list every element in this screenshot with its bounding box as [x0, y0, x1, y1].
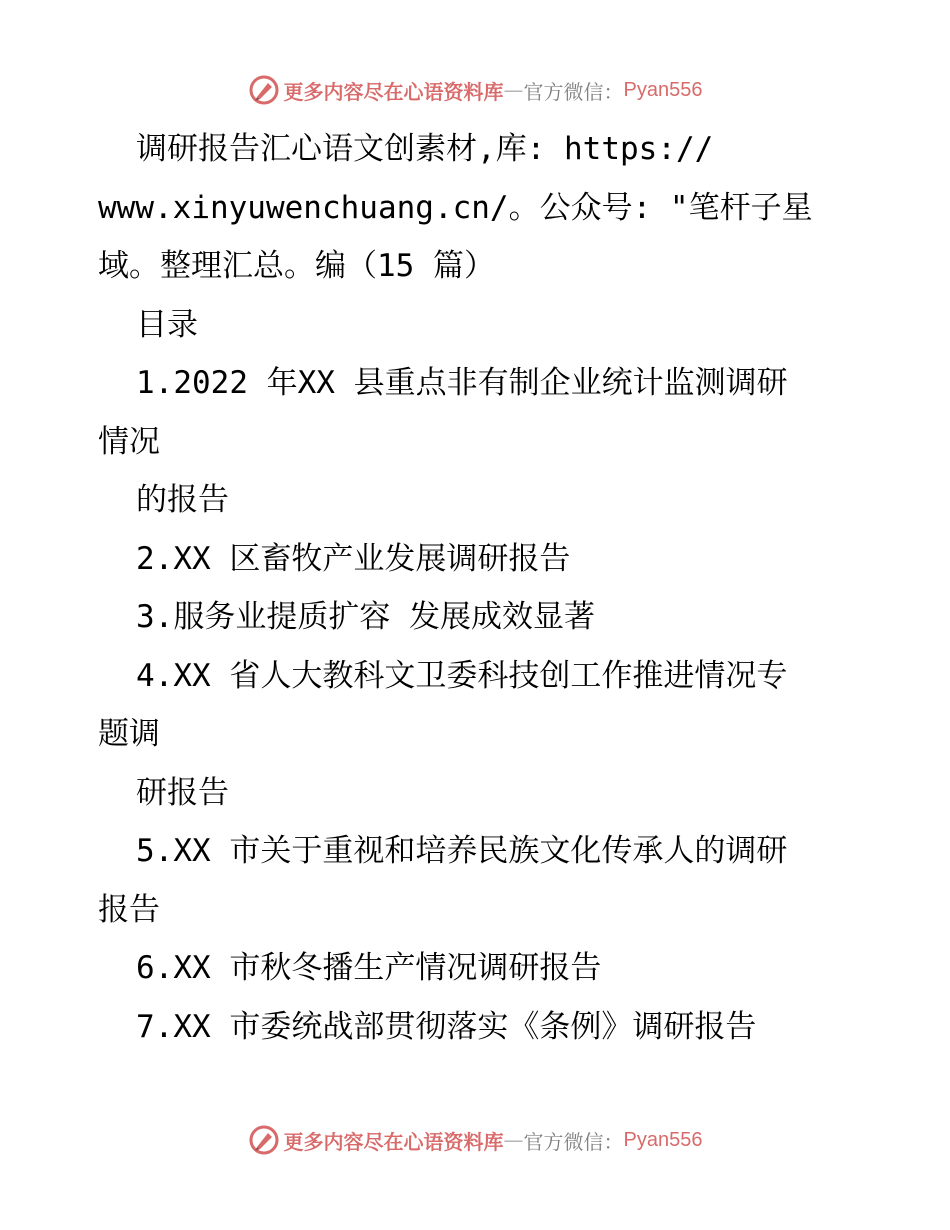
banner-dash: —: [503, 78, 524, 102]
toc-item-5: [98, 822, 858, 939]
toc-item-4: [98, 647, 858, 823]
toc-item-7: [98, 998, 858, 1057]
banner-official-label: 官方微信：: [523, 1129, 624, 1154]
intro-line-1: 调研报告汇心语文创素材,库: https://: [136, 131, 714, 167]
toc-item-3: [98, 588, 858, 647]
pen-nib-logo-icon: [248, 1124, 280, 1156]
banner-main-text: 更多内容尽在心语资料库: [283, 1129, 504, 1154]
footer-banner: [0, 1122, 950, 1158]
banner-wechat-id: Pyan556: [623, 1128, 703, 1151]
banner-wechat-id: Pyan556: [623, 78, 703, 101]
toc-item-1: [98, 354, 858, 530]
document-body: [98, 120, 858, 1056]
toc-item-line: 的报告: [136, 482, 229, 518]
toc-item-line: 5.XX 市关于重视和培养民族文化传承人的调研: [136, 833, 788, 869]
pen-nib-logo-icon: [248, 74, 280, 106]
toc-item-6: [98, 939, 858, 998]
toc-item-line: 情况: [98, 423, 160, 460]
toc-item-line: 7.XX 市委统战部贯彻落实《条例》调研报告: [136, 1008, 757, 1045]
toc-item-line: 6.XX 市秋冬播生产情况调研报告: [136, 950, 602, 986]
intro-line-3: 域。整理汇总。编（15 篇）: [98, 248, 495, 284]
banner-official-label: 官方微信：: [523, 79, 624, 104]
toc-heading: 目录: [136, 306, 198, 343]
toc-item-line: 3.服务业提质扩容 发展成效显著: [136, 599, 595, 635]
banner-dash: —: [503, 1128, 524, 1152]
toc-item-line: 4.XX 省人大教科文卫委科技创工作推进情况专: [136, 657, 788, 694]
toc-item-line: 研报告: [136, 774, 229, 811]
toc-item-2: [98, 530, 858, 589]
banner-main-text: 更多内容尽在心语资料库: [283, 79, 504, 104]
toc-item-line: 1.2022 年XX 县重点非有制企业统计监测调研: [136, 365, 788, 401]
header-banner: [0, 72, 950, 108]
toc-item-line: 报告: [98, 891, 160, 928]
toc-item-line: 题调: [98, 716, 160, 752]
toc-item-line: 2.XX 区畜牧产业发展调研报告: [136, 540, 571, 577]
intro-line-2: www.xinyuwenchuang.cn/。公众号: "笔杆子星: [98, 189, 813, 226]
